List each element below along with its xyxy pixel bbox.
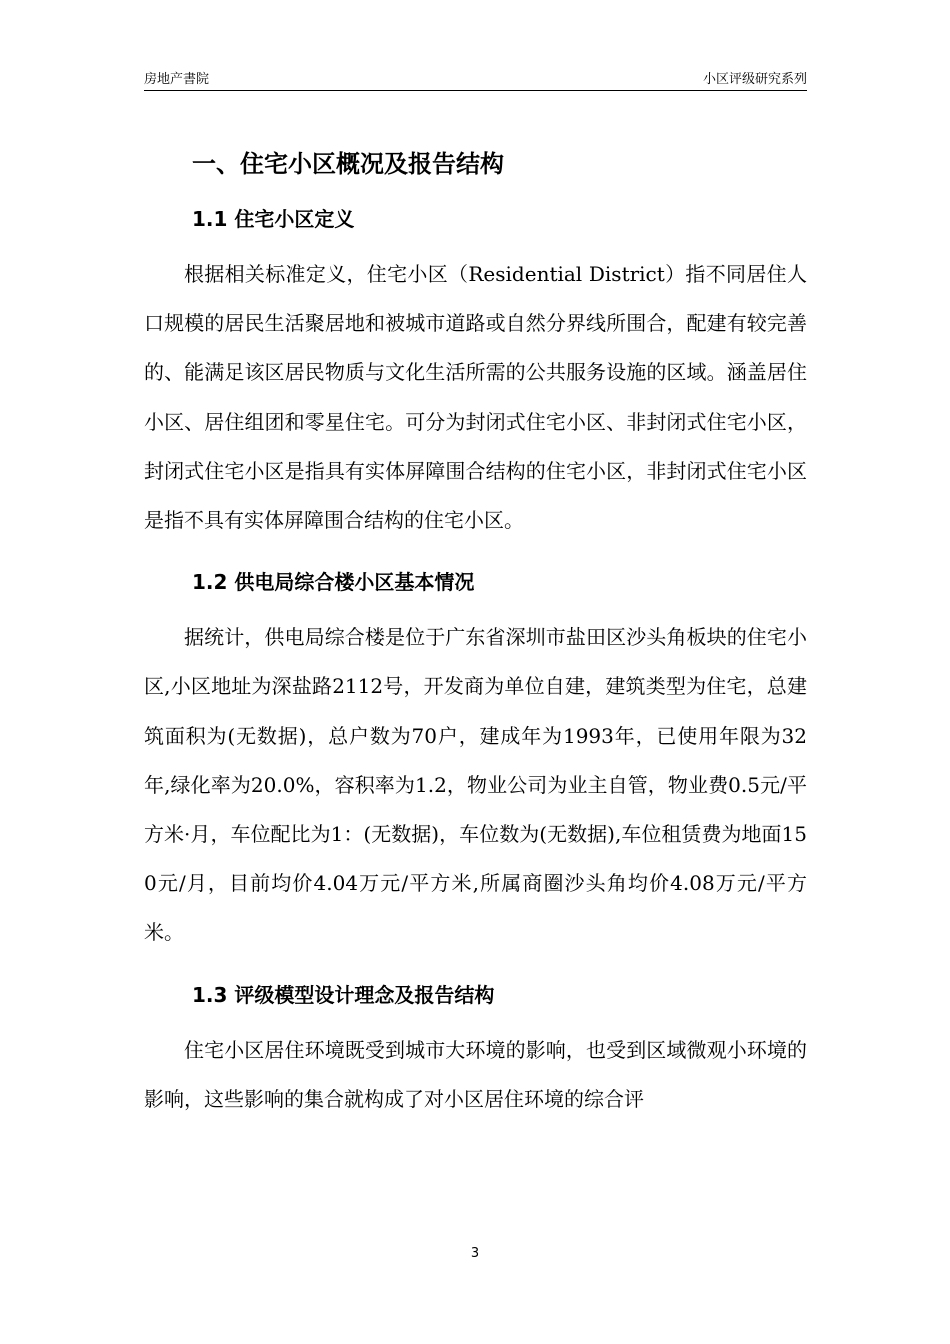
page-number: 3 — [470, 1246, 480, 1261]
subsection-title-basic-info: 1.2 供电局综合楼小区基本情况 — [192, 570, 475, 595]
document-body — [144, 140, 807, 1130]
subsection-title-definition: 1.1 住宅小区定义 — [192, 207, 355, 231]
header-series-title: 小区评级研究系列 — [702, 72, 807, 87]
paragraph-definition: 根据相关标准定义，住宅小区（Residential District）指不同居住人口规模的居民生活聚居地和被城市道路或自然分界线所围合，配建有较完善的、能满足该区居民物质与文化生活所需的公共服务设施的区域。涵盖居住小区、居住组团和零星住宅。可分为封闭式住宅小区、非封闭式住宅小区，封闭式住宅小区是指具有实体屏障围合结构的住宅小区，非封闭式住宅小区是指不具有实体屏障围合结构的住宅小区。 — [144, 262, 807, 533]
paragraph-basic-info: 据统计，供电局综合楼是位于广东省深圳市盐田区沙头角板块的住宅小区,小区地址为深盐路2112号，开发商为单位自建，建筑类型为住宅，总建筑面积为(无数据)，总户数为70户，建成年为1993年，已使用年限为32年,绿化率为20.0%，容积率为1.2，物业公司为业主自管，物业费0.5元/平方米·月，车位配比为1：(无数据)，车位数为(无数据),车位租赁费为地面150元/月，目前均价4.04万元/平方米,所属商圈沙头角均价4.08万元/平方米。 — [144, 625, 807, 945]
paragraph-rating-model: 住宅小区居住环境既受到城市大环境的影响，也受到区域微观小环境的影响，这些影响的集合就构成了对小区居住环境的综合评 — [144, 1037, 807, 1111]
header-publisher: 房地产書院 — [144, 72, 210, 87]
subsection-title-rating-model: 1.3 评级模型设计理念及报告结构 — [192, 982, 495, 1007]
page-header — [144, 66, 807, 91]
section-title: 一、住宅小区概况及报告结构 — [192, 150, 504, 178]
